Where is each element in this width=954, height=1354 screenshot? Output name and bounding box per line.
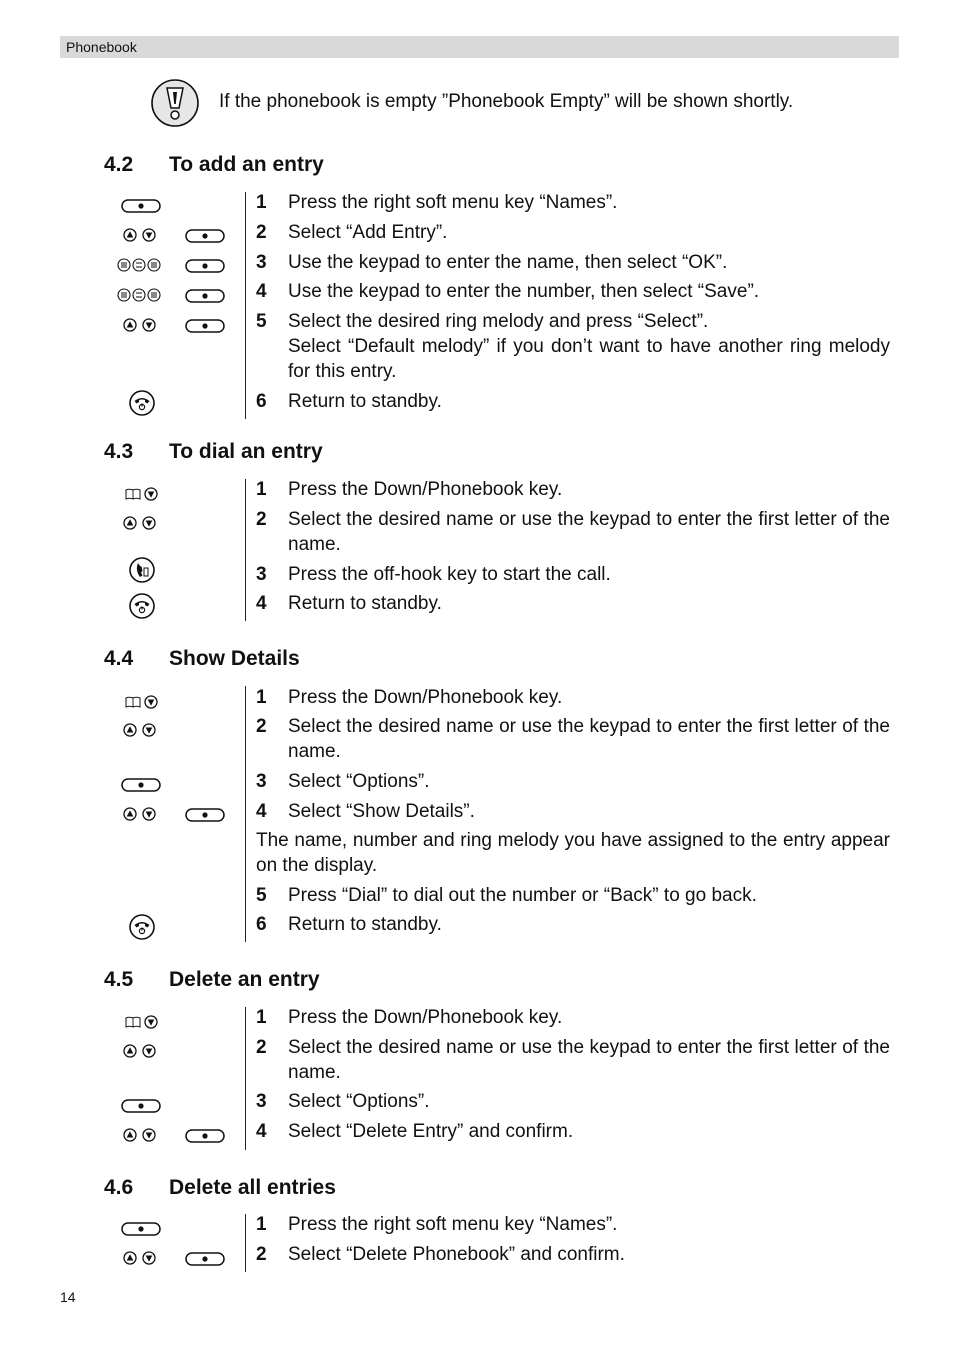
section-number: 4.3 [104, 440, 134, 463]
step-row: 1 Press the right soft menu key “Names”. [256, 192, 618, 213]
section-title [104, 647, 300, 671]
section-heading: Show Details [169, 647, 300, 670]
keypad-icon [117, 288, 163, 302]
section-number: 4.2 [104, 153, 134, 176]
step-row: 4 Select “Delete Entry” and confirm. [256, 1121, 574, 1142]
divider [245, 1214, 246, 1272]
step-row: 2 Select the desired name or use the keypad to enter the first letter of the name. [256, 509, 890, 555]
step-row: 2 Select “Add Entry”. [256, 222, 448, 243]
note-text: If the phonebook is empty ”Phonebook Empty” will be shown shortly. [219, 91, 794, 112]
divider [245, 192, 246, 419]
step-row: 1 Press the Down/Phonebook key. [256, 1007, 563, 1028]
section-title [104, 440, 323, 464]
section-heading: Delete an entry [169, 968, 320, 991]
section-number: 4.5 [104, 968, 134, 991]
soft-key-icon [185, 1129, 227, 1143]
phonebook-icon [125, 695, 159, 709]
section-number: 4.4 [104, 647, 134, 670]
step-row: 1 Press the Down/Phonebook key. [256, 479, 563, 500]
step-row: 3 Select “Options”. [256, 771, 430, 792]
page-number: 14 [60, 1289, 76, 1305]
up-down-arrows-icon [123, 1251, 157, 1265]
warning-icon [150, 78, 200, 128]
note-box [150, 78, 900, 130]
soft-key-icon [185, 808, 227, 822]
step-row: 2 Select the desired name or use the keypad to enter the first letter of the name. [256, 1037, 890, 1083]
keypad-icon [117, 258, 163, 272]
soft-key-icon [185, 289, 227, 303]
divider [245, 686, 246, 942]
soft-key-icon [185, 229, 227, 243]
soft-key-icon [185, 259, 227, 273]
soft-key-icon [121, 199, 163, 213]
up-down-arrows-icon [123, 318, 157, 332]
divider [245, 1007, 246, 1150]
step-row: 3 Use the keypad to enter the name, then select “OK”. [256, 252, 728, 273]
header-title: Phonebook [66, 39, 137, 55]
step-row: 2 Select “Delete Phonebook” and confirm. [256, 1244, 625, 1265]
divider [245, 479, 246, 621]
step-row: 5 Select the desired ring melody and press “Select”. [256, 311, 709, 332]
step-row: 6 Return to standby. [256, 391, 442, 412]
step-row: 6 Return to standby. [256, 914, 442, 935]
up-down-arrows-icon [123, 228, 157, 242]
phonebook-icon [125, 1015, 159, 1029]
up-down-arrows-icon [123, 516, 157, 530]
soft-key-icon [121, 1099, 163, 1113]
step-row: 4 Select “Show Details”. [256, 801, 475, 822]
on-hook-icon [129, 914, 156, 941]
off-hook-icon [129, 557, 156, 584]
section-heading: To dial an entry [169, 440, 323, 463]
up-down-arrows-icon [123, 723, 157, 737]
soft-key-icon [121, 778, 163, 792]
step-row: 4 Return to standby. [256, 593, 442, 614]
soft-key-icon [185, 319, 227, 333]
up-down-arrows-icon [123, 1128, 157, 1142]
step-row: 5 Press “Dial” to dial out the number or “Back” to go back. [256, 885, 757, 906]
soft-key-icon [185, 1252, 227, 1266]
page-header [60, 36, 899, 58]
step-row: 1 Press the right soft menu key “Names”. [256, 1214, 618, 1235]
soft-key-icon [121, 1222, 163, 1236]
up-down-arrows-icon [123, 807, 157, 821]
section-title [104, 968, 320, 992]
step-row: Select “Default melody” if you don’t want to have another ring melody for this entry. [288, 336, 890, 382]
phonebook-icon [125, 487, 159, 501]
section-title [104, 153, 324, 177]
section-heading: Delete all entries [169, 1176, 336, 1199]
step-note: The name, number and ring melody you have assigned to the entry appear on the display. [256, 830, 890, 876]
step-row: 4 Use the keypad to enter the number, then select “Save”. [256, 281, 760, 302]
section-number: 4.6 [104, 1176, 134, 1199]
up-down-arrows-icon [123, 1044, 157, 1058]
on-hook-icon [129, 390, 156, 417]
on-hook-icon [129, 593, 156, 620]
section-title [104, 1176, 336, 1200]
step-row: 1 Press the Down/Phonebook key. [256, 687, 563, 708]
step-row: 2 Select the desired name or use the keypad to enter the first letter of the name. [256, 716, 890, 762]
step-row: 3 Select “Options”. [256, 1091, 430, 1112]
step-row: 3 Press the off-hook key to start the call. [256, 564, 611, 585]
section-heading: To add an entry [169, 153, 324, 176]
